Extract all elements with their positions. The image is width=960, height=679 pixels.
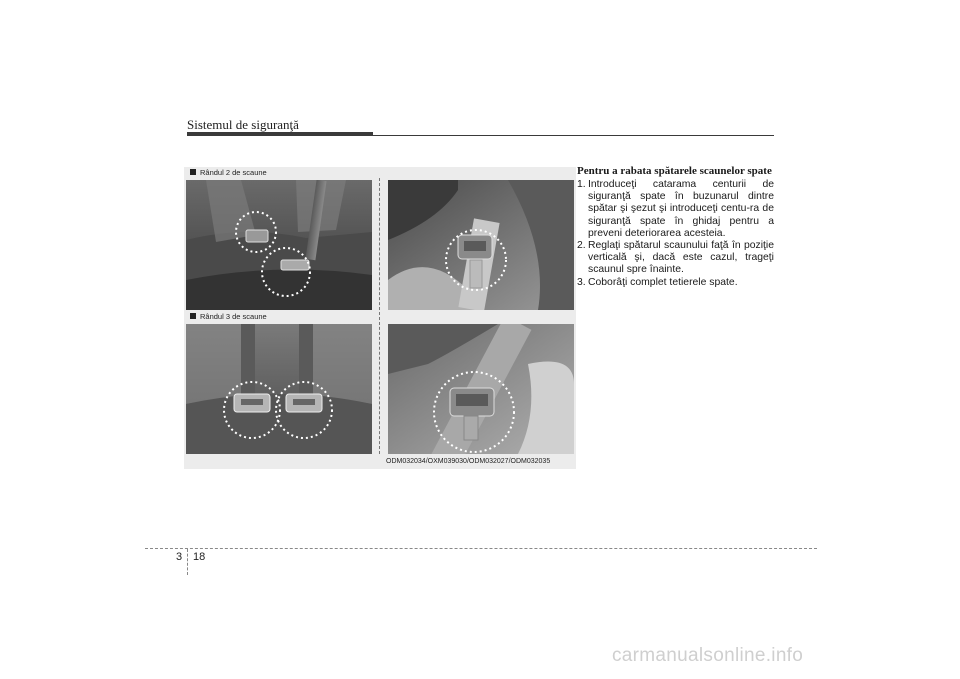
watermark: carmanualsonline.info: [612, 645, 804, 666]
step-text: Introduceţi catarama centurii de siguranţă spate în buzunarul dintre spătar şi şezut şi introduceţi centu-ra de siguranţă spate în ghidaj pentru a preveni deteriorarea acesteia.: [588, 179, 774, 239]
square-bullet-icon: [190, 313, 196, 319]
section-title: Sistemul de siguranţă: [187, 117, 299, 132]
caption-row3-text: Rândul 3 de scaune: [200, 312, 267, 321]
photo-belt-guide: [388, 324, 574, 454]
header-rule-thin: [187, 135, 774, 136]
caption-row2: [190, 168, 267, 177]
square-bullet-icon: [190, 169, 196, 175]
footer-vertical-rule: [187, 549, 188, 575]
step-2: [577, 240, 774, 277]
step-number: 2.: [577, 240, 586, 252]
figure-divider: [379, 178, 380, 454]
footer-rule: [145, 548, 817, 549]
photo-row3-seats: [186, 324, 372, 454]
caption-row2-text: Rândul 2 de scaune: [200, 168, 267, 177]
subheading: Pentru a rabata spătarele scaunelor spate: [577, 165, 772, 177]
step-text: Coborâţi complet tetierele spate.: [588, 276, 738, 288]
step-text: Reglaţi spătarul scaunului faţă în poziţie verticală şi, dacă este cazul, trageţi scaunul spre înainte.: [588, 240, 774, 276]
photo-buckle-guide: [388, 180, 574, 310]
step-3: [577, 277, 774, 289]
page-chapter: 3: [176, 551, 183, 563]
step-1: [577, 179, 774, 240]
caption-row3: [190, 312, 267, 321]
photo-row2-seats: [186, 180, 372, 310]
step-number: 1.: [577, 179, 586, 190]
page-number: 18: [193, 551, 206, 563]
text-column: [577, 165, 774, 289]
image-codes: ODM032034/OXM039030/ODM032027/ODM032035: [386, 458, 551, 465]
step-number: 3.: [577, 276, 586, 288]
